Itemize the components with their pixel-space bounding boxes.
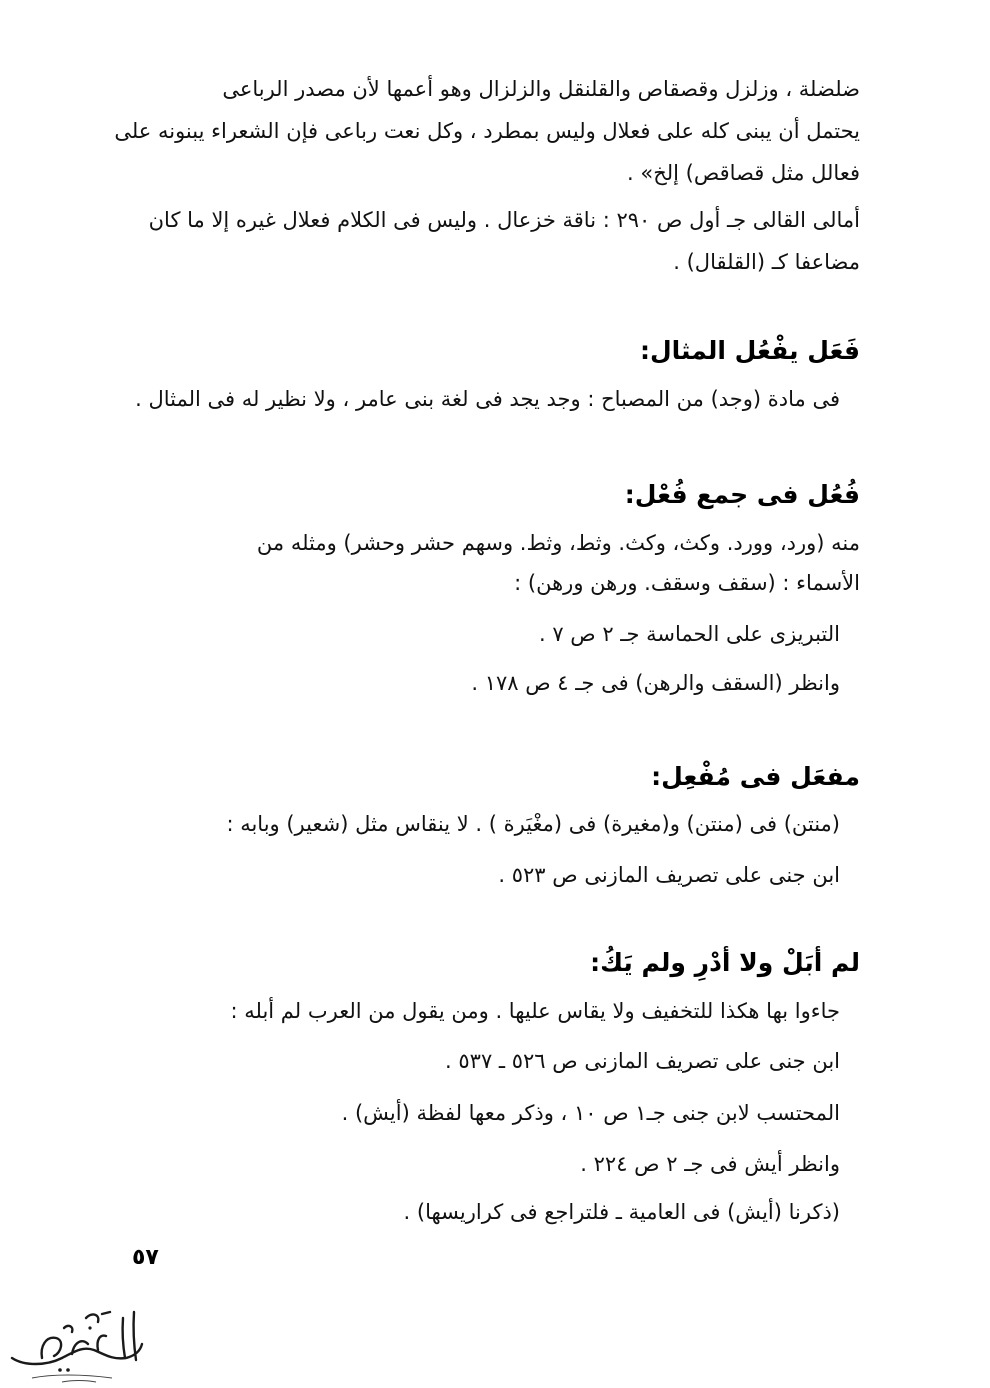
section-3-heading: مفعَل فى مُفْعِل: [651,762,860,791]
section-1-line-1: فى مادة (وجد) من المصباح : وجد يجد فى لغة بنى عامر ، ولا نظير له فى المثال . [135,387,840,411]
section-2-heading: فُعُل فى جمع فُعْل: [624,480,860,509]
section-2-line-2: الأسماء : (سقف وسقف. ورهن ورهن) : [514,571,860,595]
section-3-line-1: (منتن) فى (منتن) و(مغيرة) فى (مغْيَرة ) . لا ينقاس مثل (شعير) وبابه : [226,812,840,836]
section-1-heading: فَعَل يفْعُل المثال: [639,336,860,365]
paragraph-1-line-2: يحتمل أن يبنى كله على فعلال وليس بمطرد ، وكل نعت رباعى فإن الشعراء يبنونه على [114,119,860,143]
section-4-line-4: وانظر أيش فى جـ ٢ ص ٢٢٤ . [580,1152,840,1176]
section-4-line-2: ابن جنى على تصريف المازنى ص ٥٢٦ ـ ٥٣٧ . [445,1049,840,1073]
paragraph-1-line-1: ضلضلة ، وزلزل وقصقاص والقلنقل والزلزال وهو أعمها لأن مصدر الرباعى [222,77,860,101]
section-2-line-1: منه (ورد، وورد. وكث، وكث. وثط، وثط. وسهم حشر وحشر) ومثله من [256,531,860,555]
section-4-heading: لم أبَلْ ولا أدْرِ ولم يَكُ: [590,948,860,977]
section-3-line-2: ابن جنى على تصريف المازنى ص ٥٢٣ . [498,863,840,887]
section-4-line-5: (ذكرنا (أيش) فى العامية ـ فلتراجع فى كراريسها) . [403,1200,840,1224]
section-4-line-3: المحتسب لابن جنى جـ١ ص ١٠ ، وذكر معها لفظة (أيش) . [341,1101,840,1125]
section-2-line-4: وانظر (السقف والرهن) فى جـ ٤ ص ١٧٨ . [471,671,840,695]
section-4-line-1: جاءوا بها هكذا للتخفيف ولا يقاس عليها . ومن يقول من العرب لم أبله : [230,999,840,1023]
paragraph-2-line-1: أمالى القالى جـ أول ص ٢٩٠ : ناقة خزعال . وليس فى الكلام فعلال غيره إلا ما كان [148,208,860,232]
section-2-line-3: التبريزى على الحماسة جـ ٢ ص ٧ . [538,622,840,646]
page-number: ٥٧ [132,1245,159,1270]
watermark-logo [2,1298,152,1384]
paragraph-1-line-3: فعالل مثل قصاقص) إلخ» . [627,161,860,185]
paragraph-2-line-2: مضاعفا كـ (القلقال) . [673,250,860,274]
